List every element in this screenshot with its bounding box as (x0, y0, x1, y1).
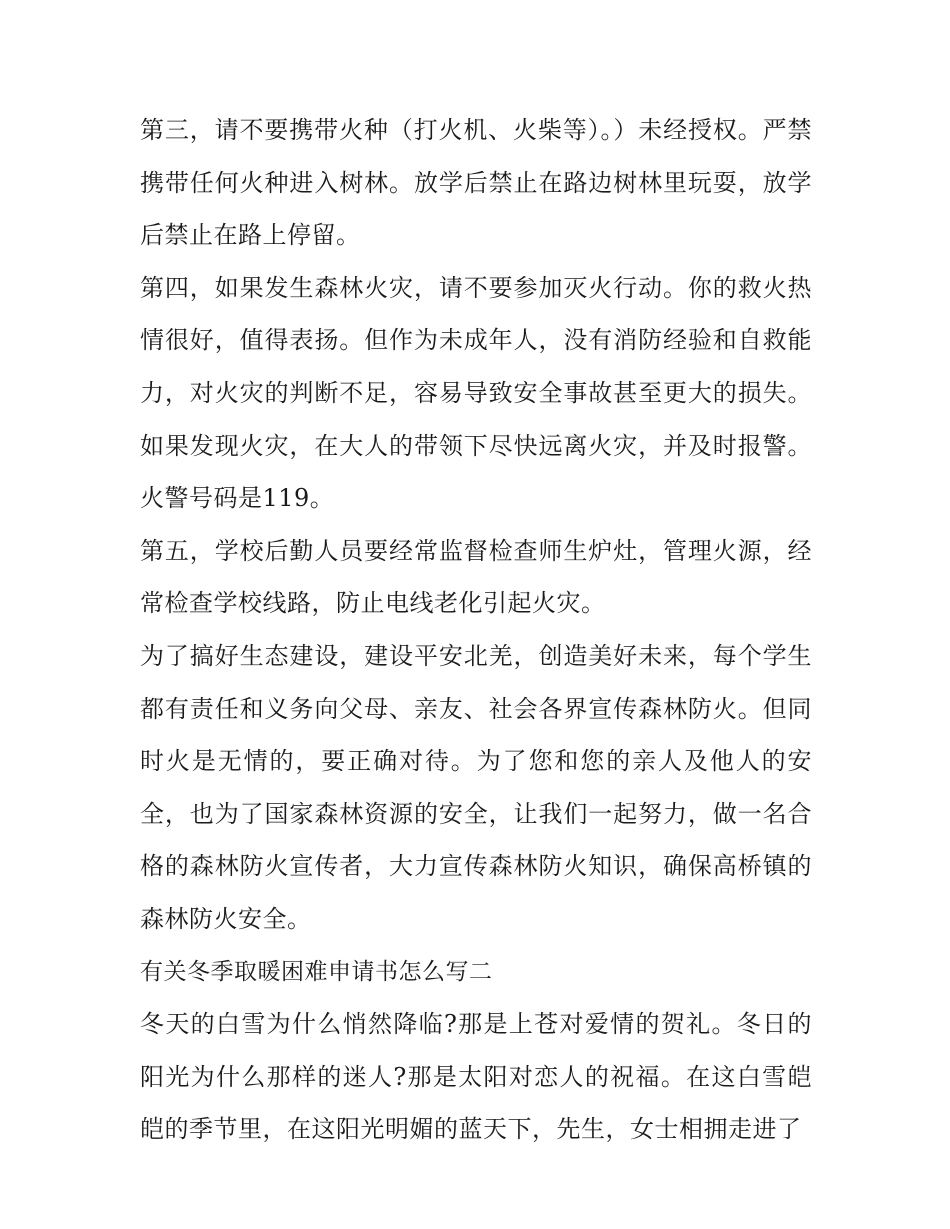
paragraph-third-rule: 第三，请不要携带火种（打火机、火柴等）。）未经授权。严禁携带任何火种进入树林。放学后禁止在路边树林里玩耍，放学后禁止在路上停留。 (140, 116, 812, 250)
paragraph-fifth-rule: 第五，学校后勤人员要经常监督检查师生炉灶，管理火源，经常检查学校线路，防止电线老化引起火灾。 (140, 536, 812, 618)
paragraph-fourth-rule: 第四，如果发生森林火灾，请不要参加灭火行动。你的救火热情很好，值得表扬。但作为未成年人，没有消防经验和自救能力，对火灾的判断不足，容易导致安全事故甚至更大的损失。如果发现火灾，在大人的带领下尽快远离火灾，并及时报警。火警号码是119。 (140, 273, 812, 513)
section-heading: 有关冬季取暖困难申请书怎么写二 (140, 958, 493, 985)
paragraph-conclusion: 为了搞好生态建设，建设平安北羌，创造美好未来，每个学生都有责任和义务向父母、亲友、社会各界宣传森林防火。但同时火是无情的，要正确对待。为了您和您的亲人及他人的安全，也为了国家森林资源的安全，让我们一起努力，做一名合格的森林防火宣传者，大力宣传森林防火知识，确保高桥镇的森林防火安全。 (140, 641, 812, 933)
document-body (140, 104, 812, 1156)
paragraph-winter-letter: 冬天的白雪为什么悄然降临?那是上苍对爱情的贺礼。冬日的阳光为什么那样的迷人?那是太阳对恋人的祝福。在这白雪皑皑的季节里，在这阳光明媚的蓝天下，先生，女士相拥走进了 (140, 1010, 812, 1144)
